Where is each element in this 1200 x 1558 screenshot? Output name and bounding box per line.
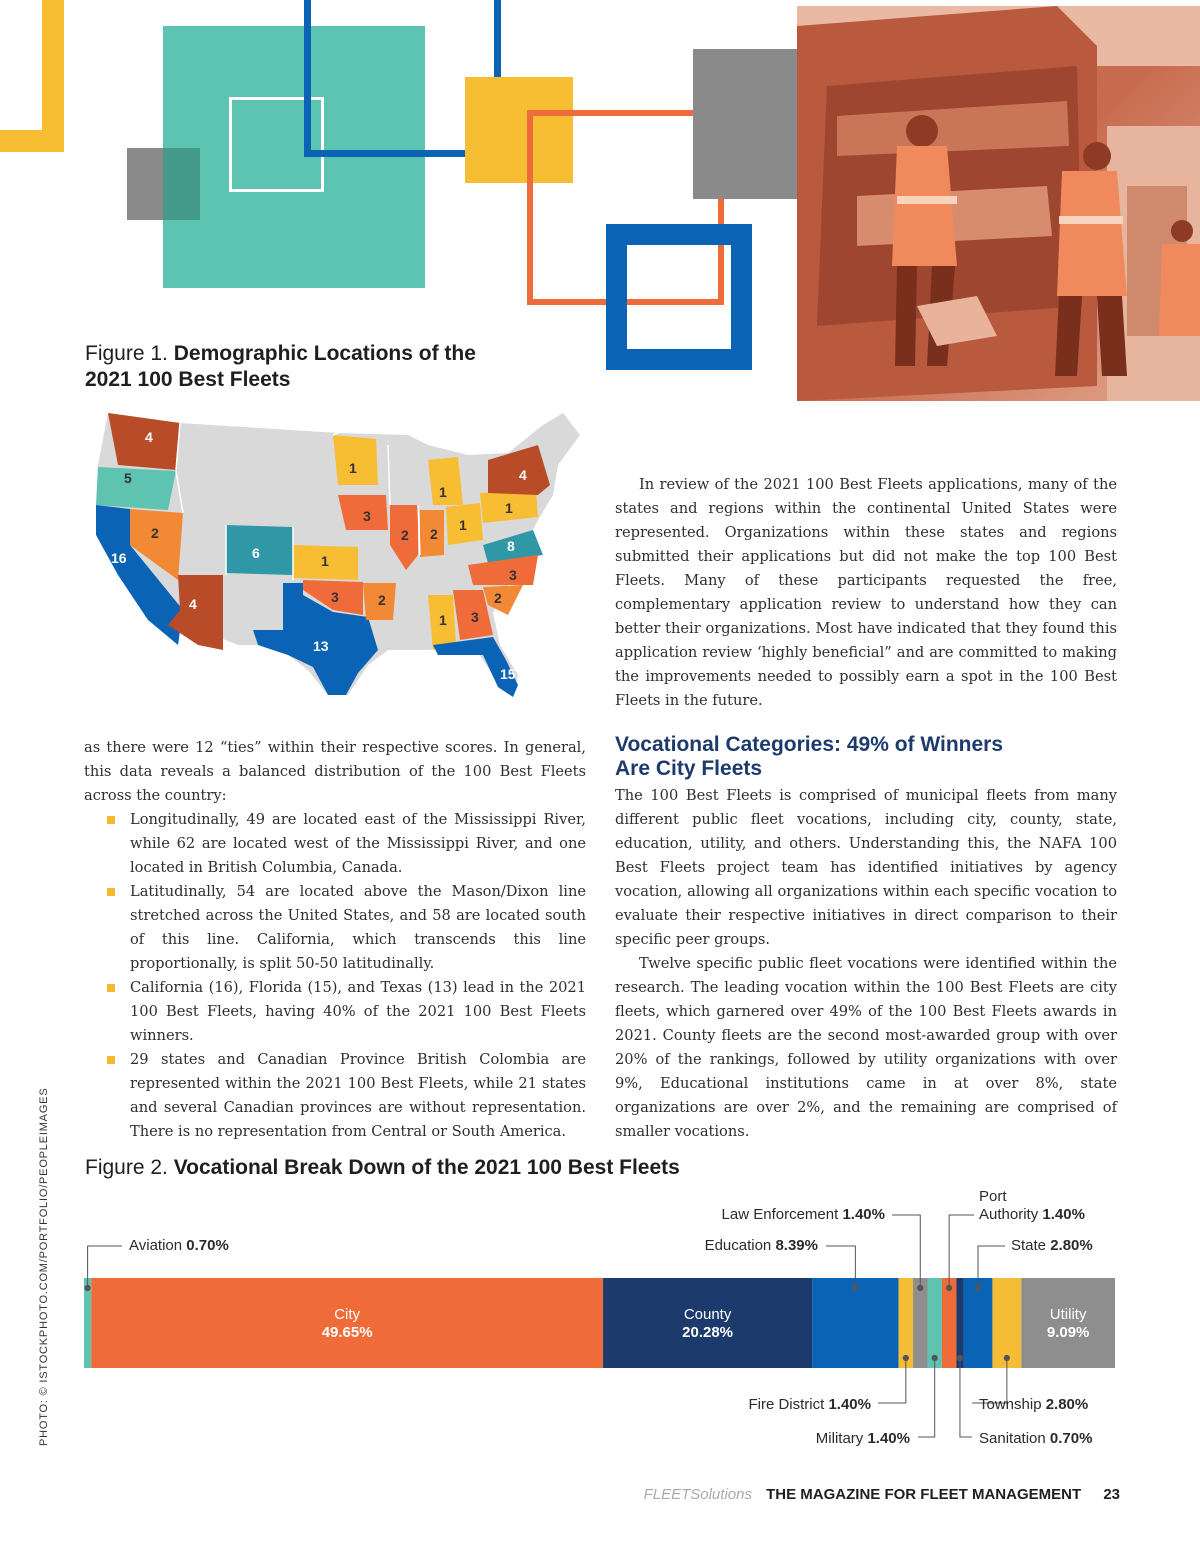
photo-credit: PHOTO: © ISTOCKPHOTO.COM/PORTFOLIO/PEOPLEIMAGES [38,1087,50,1446]
section-heading-line1: Vocational Categories: 49% of Winners [615,733,1004,756]
map-label-MN: 1 [349,460,357,476]
map-label-PA: 1 [505,500,513,516]
section-heading [615,733,1117,781]
map-label-TX: 13 [313,638,329,654]
bar-value-county: 20.28% [682,1324,734,1341]
left-lead: as there were 12 “ties” within their respective scores. In general, this data reveals a balanced distribution of the 100 Best Fleets across the country: [84,739,586,804]
annotation-sanitation: Sanitation 0.70% [979,1430,1093,1447]
map-label-VA: 8 [507,538,515,554]
map-label-AL: 1 [439,612,447,628]
annotation-fire-district: Fire District 1.40% [748,1396,871,1413]
footer-brand: FLEETSolutions [643,1486,752,1503]
leader-dot-port-authority [947,1285,952,1290]
leader-dot-military [932,1355,937,1360]
bar-segment-law-enforcement [913,1278,927,1368]
bar-segment-utility [1021,1278,1115,1368]
bar-label-city: City [334,1306,361,1323]
annotation-aviation: Aviation 0.70% [129,1237,229,1254]
annotation-law-enforcement: Law Enforcement 1.40% [721,1206,885,1223]
left-column [84,736,586,1144]
figure1-prefix: Figure 1. [85,342,168,365]
leader-dot-law-enforcement [918,1285,923,1290]
figure2-title-text: Vocational Break Down of the 2021 100 Best Fleets [173,1156,680,1179]
bar-segment-military [927,1278,941,1368]
bar-segment-county [603,1278,812,1368]
annotation-education: Education 8.39% [704,1237,818,1254]
bar-value-city: 49.65% [321,1324,373,1341]
map-label-NC: 3 [509,567,517,583]
gray-overlap-square [163,148,200,220]
map-label-AZ: 4 [189,596,197,612]
bar-segment-city [91,1278,603,1368]
map-label-SC: 2 [494,590,502,606]
map-label-IA: 3 [363,508,371,524]
map-label-CA: 16 [111,550,127,566]
us-map [88,405,586,705]
list-item: 29 states and Canadian Province British Colombia are represented within the 2021 100 Best Fleets, while 21 states and several Canadian provinces are without representation. There is no representation from Central or South America. [84,1048,586,1144]
map-label-KS: 1 [321,553,329,569]
leader-dot-education [853,1285,858,1290]
leader-sanitation [960,1358,972,1437]
footer-tagline: THE MAGAZINE FOR FLEET MANAGEMENT [766,1486,1082,1503]
figure1-title-line2: 2021 100 Best Fleets [85,368,291,391]
leader-law-enforcement [892,1215,920,1288]
page-number: 23 [1103,1486,1120,1503]
bar-segment-state [964,1278,993,1368]
annotation-state: State 2.80% [1011,1237,1093,1254]
leader-port-authority [949,1215,974,1288]
map-label-WA: 4 [145,429,153,445]
intro-paragraph [615,473,1117,713]
annotation-township: Township 2.80% [979,1396,1089,1413]
map-label-MI: 1 [439,484,447,500]
bar-segment-education [812,1278,898,1368]
annotation-port-authority: Port Authority 1.40% [979,1188,1085,1223]
bar-segment-aviation [84,1278,91,1368]
bar-segment-fire-district [899,1278,913,1368]
section-para1: The 100 Best Fleets is comprised of municipal fleets from many different public fleet vocations, including city, county, state, education, utility, and others. Understanding this, the NAFA 100 Best Fleets project team has identified initiatives by agency vocation, allowing all organizations within each specific vocation to evaluate their respective initiatives in direct comparison to their specific peer groups. [615,787,1117,948]
section-heading-line2: Are City Fleets [615,757,763,780]
leader-military [918,1358,935,1437]
figure1-title [85,341,545,393]
state-WA [108,413,180,470]
map-label-NV: 2 [151,525,159,541]
list-item: Longitudinally, 49 are located east of the Mississippi River, while 62 are located west of the Mississippi River, and one located in British Columbia, Canada. [84,808,586,880]
figure2-prefix: Figure 2. [85,1156,168,1179]
leader-dot-fire-district [903,1355,908,1360]
bar-value-utility: 9.09% [1046,1324,1090,1341]
yellow-corner-bracket [0,0,64,152]
leader-dot-township [1004,1355,1009,1360]
leader-dot-sanitation [957,1355,962,1360]
map-label-OK: 3 [331,589,339,605]
bar-segments [84,1278,1115,1368]
bar-label-county: County [683,1306,732,1323]
state-OR [96,467,176,510]
leader-dot-state [975,1285,980,1290]
blue-thick-frame [606,224,752,370]
vocational-bar-chart [0,1180,1200,1460]
sanitation-workers-photo [797,6,1200,401]
figure2-title [85,1155,1115,1181]
map-label-CO: 6 [252,545,260,561]
map-label-NY: 4 [519,467,527,483]
bar-label-utility: Utility [1049,1306,1087,1323]
bar-segment-port-authority [942,1278,956,1368]
list-item: California (16), Florida (15), and Texas (13) lead in the 2021 100 Best Fleets, having 40% of the 2021 100 Best Fleets winners. [84,976,586,1048]
bullet-list [84,808,586,1144]
map-label-OH: 1 [459,517,467,533]
map-label-IN: 2 [430,526,438,542]
list-item: Latitudinally, 54 are located above the Mason/Dixon line stretched across the United States, and 58 are located south of this line. California, which transcends this line proportionally, is split 50-50 latitudinally. [84,880,586,976]
annotation-military: Military 1.40% [815,1430,910,1447]
section-body [615,784,1117,1144]
map-label-AR: 2 [378,592,386,608]
intro-text: In review of the 2021 100 Best Fleets applications, many of the states and regions within the continental United States were represented. Organizations within these states and regions submitted their applications but did not make the top 100 Best Fleets. Many of these participants requested the free, complementary application review to understand how they can better their organizations. Most have indicated that they found this application review ‘highly beneficial” and are committed to making the improvements needed to possibly earn a spot in the 100 Best Fleets in the future. [615,476,1117,709]
bar-segment-township [992,1278,1021,1368]
figure1-title-line1: Demographic Locations of the [173,342,476,365]
gray-medium-square [693,49,798,199]
map-label-IL: 2 [401,527,409,543]
map-label-GA: 3 [471,609,479,625]
section-para2: Twelve specific public fleet vocations were identified within the research. The leading vocation within the 100 Best Fleets are city fleets, which garnered over 49% of the 100 Best Fleets awards in 2021. County fleets are the second most-awarded group with over 20% of the rankings, followed by utility organizations with over 9%, Educational institutions came in at over 8%, state organizations are over 2%, and the remaining are comprised of smaller vocations. [615,955,1117,1140]
map-label-FL: 15 [500,666,516,682]
map-label-OR: 5 [124,470,132,486]
bar-segment-sanitation [956,1278,963,1368]
leader-dot-aviation [85,1285,90,1290]
footer [600,1486,1120,1503]
